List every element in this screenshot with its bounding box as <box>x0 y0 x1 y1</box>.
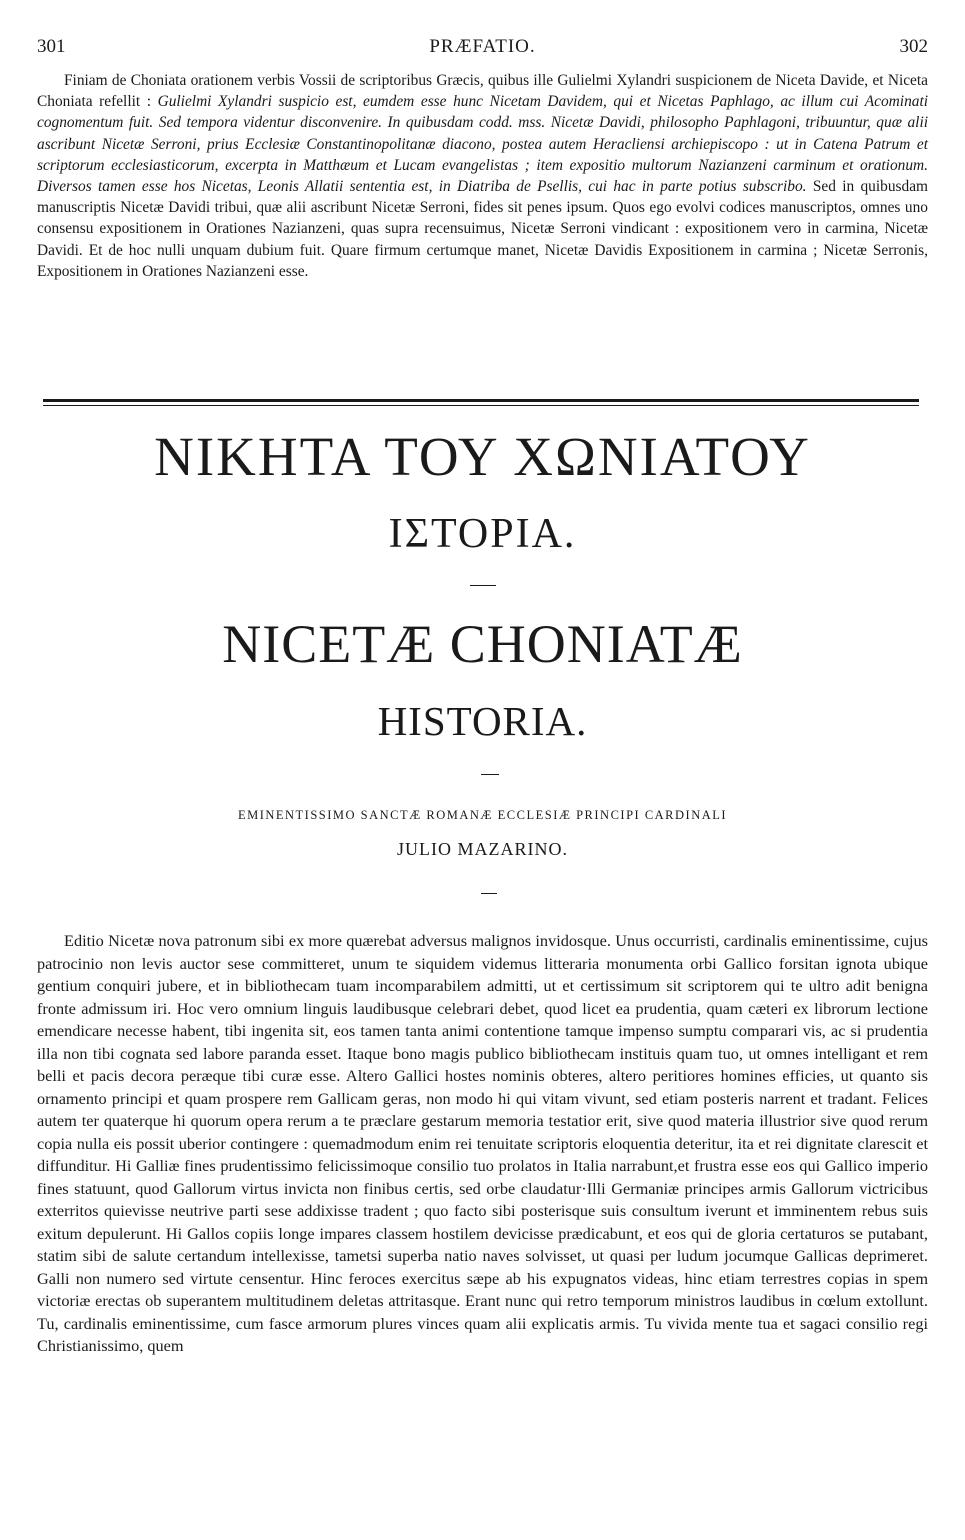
double-rule-thick <box>43 399 919 402</box>
preface-paragraph <box>37 70 928 282</box>
title-separator-dash <box>470 585 496 586</box>
latin-title: NICETÆ CHONIATÆ <box>222 614 743 674</box>
preface-quotation: Gulielmi Xylandri suspicio est, eumdem esse hunc Nicetam Davidem, qui et Nicetas Paphlago, ac illum cui Acominati cognomentum fuit. Sed tempora videntur disconvenire. In quibusdam codd. mss. Nicetæ Davidi, philosopho Paphlagoni, tribuuntur, quæ alii ascribunt Nicetæ Serroni, prius Ecclesiæ Constantinopolitanæ diacono, postea autem Heracliensi archiepiscopo : ut in Catena Patrum et scriptorum ecclesiasticorum, excerpta in Matthæum et Lucam evangelistas ; item expositio multorum Nazianzeni carminum et orationum. Diversos tamen esse hos Nicetas, Leonis Allatii sententia est, in Diatriba de Psellis, cui hac in parte potius subscribo. <box>37 93 929 196</box>
running-head <box>37 36 928 60</box>
page-number-left: 301 <box>37 36 66 57</box>
double-rule-thin <box>43 405 919 406</box>
running-title: PRÆFATIO. <box>429 36 536 57</box>
latin-subtitle: HISTORIA. <box>377 698 588 744</box>
addressee-line: JULIO MAZARINO. <box>397 839 568 859</box>
addressee-separator-dash <box>481 893 497 894</box>
preface-text-part1: Finiam de Choniata orationem verbis Vossii de scriptoribus Græcis, quibus ille Gulielmi Xylandri suspicionem de Niceta Davide, et Niceta Choniata refellit : <box>37 72 928 111</box>
dedicatory-letter-text: Editio Nicetæ nova patronum sibi ex more quærebat adversus malignos invidosque. Unus occurristi, cardinalis eminentissime, cujus patrocinio non levis auctor sese committeret, unum te siquidem videmus litteraria monumenta orbi Gallico forsitan ignota ubique gentium conquiri jubere, et in bibliothecam tuam incomparabilem admitti, ut et certissimum sit scriptorem qui te ultro adit benigna fronte admissum iri. Hoc vero omnium linguis laudibusque celebrari debet, quod licet ea prudentia, quam cæteri ex librorum lectione emendicare necesse habent, tibi ingenita sit, eos tamen tanta animi contentione tamque impenso sumptu comparari vis, ac si prudentia illa non tibi cognata sed labore paranda esset. Itaque bono magis publico bibliothecam instituis quam tuo, ut omnes intelligant et rem belli et pacis decora peræque tibi curæ esse. Altero Gallici hostes nominis obteres, altero peritiores homines efficies, ut quanto sis ornamento principi et quam prospere rem Gallicam geras, non modo hi qui vitam vivunt, sed etiam posteris narrent et tradant. Felices autem ter quaterque hi quorum opera rerum a te præclare gestarum memoria testatior erit, sive quod materia illustrior sive quod rerum copia nulla eis possit uberior contingere : quemadmodum enim rei tenuitate scriptoris eloquentia deteritur, ita et rei dignitate clarescit et diffunditur. Hi Galliæ fines prudentissimo felicissimoque consilio tuo prolatos in Italia narrabunt,et frustra esse eos qui Gallico imperio fines statuunt, quod Gallorum virtus invicta non finibus certis, sed orbe claudatur·Illi Germaniæ principes armis Gallorum victricibus exterritos quievisse neutrive parti sese addixisse tradent ; quo facto sibi posterisque suis consultum iverunt et imminentem rebus suis exitum depulerunt. Hi Gallos copiis longe impares classem hostilem devicisse prædicabunt, et eos qui de gloria certaturos se putabant, statim sibi de salute certandum intellexisse, tametsi superba natio naves solvisset, ut quasi per ludum jocumque Gallicas deprimeret. Galli non numero sed virtute censentur. Hinc feroces exercitus sæpe ab his expugnatos videas, hinc etiam terrestres copias in spem victoriæ erectas ob superantem multitudinem deletas attritasque. Erant nunc qui retro temporum ministros laudibus in cœlum extollunt. Tu, cardinalis eminentissime, cum fasce armorum plures vinces quam alii explicatis armis. Tu vivida mente tua et sagaci consilio regi Christianissimo, quem <box>37 931 928 1355</box>
preface-text-part2: Sed in quibusdam manuscriptis Nicetæ Davidi tribui, quæ alii ascribunt Nicetæ Serroni, fides sit penes ipsum. Quos ego evolvi codices manuscriptos, omnes uno consensu expositionem in Orationes Nazianzeni, quas supra recensuimus, Nicetæ Serroni vindicant : expositionem vero in carmina, Nicetæ Davidi. Et de hoc nulli unquam dubium fuit. Quare firmum certumque manet, Nicetæ Davidis Expositionem in carmina ; Nicetæ Serronis, Expositionem in Orationes Nazianzeni esse. <box>37 178 928 280</box>
page-number-right: 302 <box>899 36 928 57</box>
dedication-line: EMINENTISSIMO SANCTÆ ROMANÆ ECCLESIÆ PRINCIPI CARDINALI <box>237 808 728 822</box>
greek-title: ΝΙΚΗΤΑ ΤΟΥ ΧΩΝΙΑΤΟΥ <box>154 426 811 487</box>
subtitle-separator-dash <box>481 774 499 775</box>
greek-subtitle: ΙΣΤΟΡΙΑ. <box>388 511 577 557</box>
